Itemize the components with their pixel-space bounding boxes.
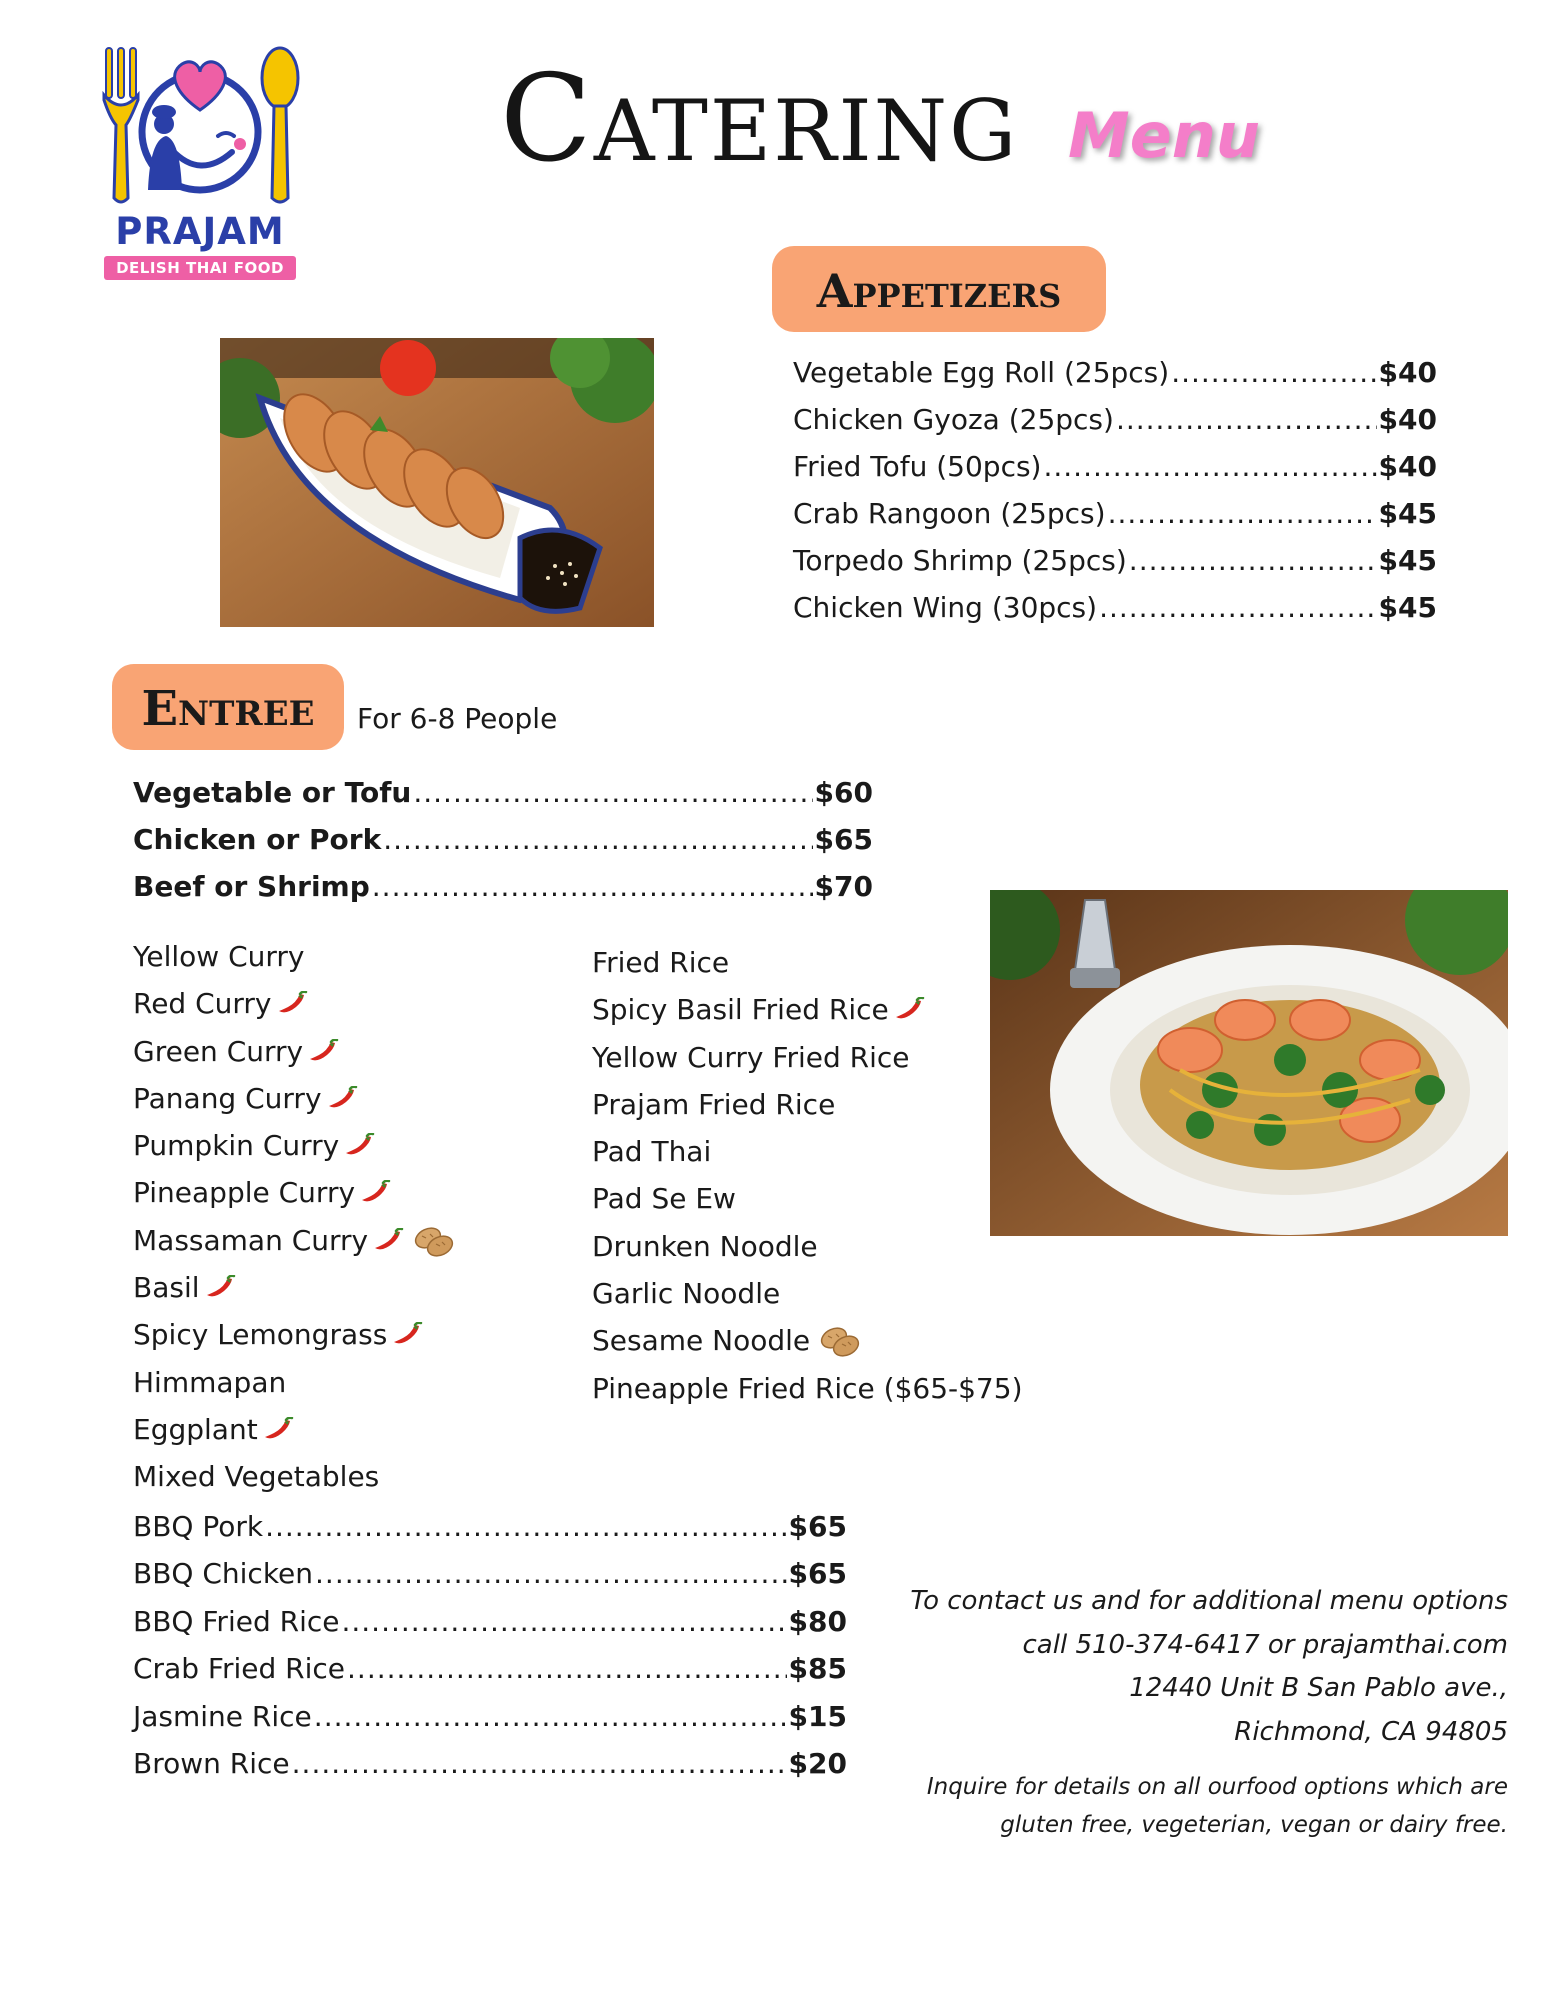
item-name: Pad Thai xyxy=(592,1135,712,1169)
chili-icon xyxy=(391,1322,423,1348)
list-item xyxy=(133,987,456,1034)
dot-leader xyxy=(372,870,813,903)
entree-header: Entree xyxy=(112,664,344,750)
list-item xyxy=(793,403,1437,450)
list-item xyxy=(133,870,873,917)
item-name: Pumpkin Curry xyxy=(133,1129,340,1163)
gyoza-image-icon xyxy=(220,338,654,627)
item-name: Spicy Basil Fried Rice xyxy=(592,993,889,1027)
item-name: Vegetable or Tofu xyxy=(133,776,412,809)
contact-line: call 510-374-6417 or prajamthai.com xyxy=(1022,1629,1508,1660)
brand-name: PRAJAM xyxy=(115,210,285,253)
list-item xyxy=(133,1082,456,1129)
dietary-note xyxy=(808,1768,1508,1844)
dot-leader xyxy=(1099,591,1376,624)
dot-leader xyxy=(265,1510,786,1543)
chili-icon xyxy=(204,1275,236,1301)
chili-icon xyxy=(343,1133,375,1159)
item-name: Chicken or Pork xyxy=(133,823,382,856)
list-item xyxy=(592,1324,1023,1371)
list-item xyxy=(592,1277,1023,1324)
chili-icon xyxy=(276,991,308,1017)
note-line: Inquire for details on all ourfood options which are xyxy=(926,1774,1508,1800)
item-name: Pineapple Fried Rice ($65-$75) xyxy=(592,1371,1023,1405)
list-item xyxy=(133,1366,456,1413)
list-item xyxy=(133,823,873,870)
noodle-image-icon xyxy=(990,890,1508,1236)
dot-leader xyxy=(1116,403,1377,436)
list-item xyxy=(133,1224,456,1271)
appetizer-list xyxy=(793,356,1437,638)
item-price: $70 xyxy=(814,870,873,903)
dot-leader xyxy=(413,776,812,809)
list-item xyxy=(133,1460,456,1507)
item-price: $45 xyxy=(1378,497,1437,530)
chili-icon xyxy=(326,1086,358,1112)
page-title-accent: Menu xyxy=(1068,99,1261,172)
item-name: Basil xyxy=(133,1271,200,1305)
list-item xyxy=(592,946,1023,993)
prajam-logo xyxy=(100,40,310,285)
item-name: BBQ Fried Rice xyxy=(133,1604,340,1638)
contact-line: 12440 Unit B San Pablo ave., xyxy=(1129,1673,1508,1703)
item-price: $60 xyxy=(814,776,873,809)
list-item xyxy=(133,940,456,987)
chili-icon xyxy=(262,1417,294,1443)
item-price: $45 xyxy=(1378,544,1437,577)
item-name: Panang Curry xyxy=(133,1081,322,1115)
rice-noodle-list xyxy=(592,946,1023,1419)
item-price: $80 xyxy=(788,1604,847,1638)
item-name: Fried Tofu (50pcs) xyxy=(793,450,1042,483)
item-name: Pineapple Curry xyxy=(133,1176,356,1210)
dot-leader xyxy=(1108,497,1377,530)
item-name: Yellow Curry Fried Rice xyxy=(592,1040,910,1074)
chili-icon xyxy=(372,1228,404,1254)
list-item xyxy=(592,1230,1023,1277)
brand-tagline: DELISH THAI FOOD xyxy=(104,256,296,280)
plate-fork-spoon-icon xyxy=(100,40,300,210)
item-name: Drunken Noodle xyxy=(592,1229,818,1263)
list-item xyxy=(133,1652,847,1699)
list-item xyxy=(793,497,1437,544)
item-name: Pad Se Ew xyxy=(592,1182,736,1216)
list-item xyxy=(133,1747,847,1794)
item-name: Beef or Shrimp xyxy=(133,870,370,903)
list-item xyxy=(592,1372,1023,1419)
gyoza-photo xyxy=(220,338,654,627)
list-item xyxy=(592,1041,1023,1088)
item-price: $85 xyxy=(788,1652,847,1686)
item-price: $65 xyxy=(788,1510,847,1543)
item-name: Crab Rangoon (25pcs) xyxy=(793,497,1106,530)
list-item xyxy=(133,1176,456,1223)
list-item xyxy=(592,1088,1023,1135)
list-item xyxy=(133,1700,847,1747)
dot-leader xyxy=(292,1747,787,1780)
dot-leader xyxy=(383,823,812,856)
item-name: Fried Rice xyxy=(592,946,730,979)
chili-icon xyxy=(307,1039,339,1065)
item-name: BBQ Pork xyxy=(133,1510,264,1543)
contact-line: Richmond, CA 94805 xyxy=(1234,1716,1508,1747)
list-item xyxy=(793,356,1437,403)
item-price: $40 xyxy=(1378,403,1437,436)
extras-price-list xyxy=(133,1510,847,1794)
contact-info xyxy=(808,1580,1508,1754)
item-name: Prajam Fried Rice xyxy=(592,1087,836,1121)
item-name: Himmapan xyxy=(133,1365,287,1399)
list-item xyxy=(133,1318,456,1365)
item-name: Crab Fried Rice xyxy=(133,1652,346,1686)
list-item xyxy=(133,1510,847,1557)
item-name: Eggplant xyxy=(133,1412,258,1446)
dot-leader xyxy=(1043,450,1376,483)
appetizers-header: Appetizers xyxy=(772,246,1106,332)
chili-icon xyxy=(359,1180,391,1206)
list-item xyxy=(133,1129,456,1176)
item-price: $65 xyxy=(814,823,873,856)
list-item xyxy=(592,1135,1023,1182)
list-item xyxy=(133,1035,456,1082)
dot-leader xyxy=(347,1652,787,1685)
dot-leader xyxy=(1171,356,1376,389)
list-item xyxy=(793,544,1437,591)
item-name: Jasmine Rice xyxy=(133,1699,312,1733)
item-name: Yellow Curry xyxy=(133,940,305,973)
item-name: Massaman Curry xyxy=(133,1223,369,1257)
item-name: BBQ Chicken xyxy=(133,1557,314,1591)
entree-subtitle: For 6-8 People xyxy=(357,702,558,735)
dot-leader xyxy=(314,1700,787,1733)
item-price: $45 xyxy=(1378,591,1437,624)
item-price: $40 xyxy=(1378,450,1437,483)
item-name: Mixed Vegetables xyxy=(133,1460,380,1494)
list-item xyxy=(133,1271,456,1318)
item-price: $65 xyxy=(788,1557,847,1591)
item-price: $40 xyxy=(1378,356,1437,389)
list-item xyxy=(592,993,1023,1040)
item-name: Vegetable Egg Roll (25pcs) xyxy=(793,356,1170,389)
item-name: Chicken Gyoza (25pcs) xyxy=(793,403,1114,436)
item-name: Torpedo Shrimp (25pcs) xyxy=(793,544,1127,577)
protein-price-list xyxy=(133,776,873,917)
noodle-photo xyxy=(990,890,1508,1236)
contact-line: To contact us and for additional menu options xyxy=(910,1586,1508,1616)
item-price: $15 xyxy=(788,1699,847,1733)
page-title: Catering xyxy=(500,50,1019,189)
list-item xyxy=(133,776,873,823)
item-name: Garlic Noodle xyxy=(592,1277,781,1311)
list-item xyxy=(793,591,1437,638)
curry-list xyxy=(133,940,456,1508)
item-price: $20 xyxy=(788,1746,847,1780)
peanut-icon xyxy=(412,1224,456,1258)
item-name: Green Curry xyxy=(133,1034,304,1068)
peanut-icon xyxy=(818,1324,862,1358)
note-line: gluten free, vegeterian, vegan or dairy free. xyxy=(1000,1812,1508,1838)
item-name: Spicy Lemongrass xyxy=(133,1318,388,1352)
list-item xyxy=(592,1182,1023,1229)
list-item xyxy=(793,450,1437,497)
item-name: Red Curry xyxy=(133,987,272,1021)
dot-leader xyxy=(1129,544,1377,577)
list-item xyxy=(133,1605,847,1652)
chili-icon xyxy=(893,997,925,1023)
dot-leader xyxy=(341,1605,786,1638)
item-name: Sesame Noodle xyxy=(592,1324,811,1358)
item-name: Chicken Wing (30pcs) xyxy=(793,591,1098,624)
item-name: Brown Rice xyxy=(133,1746,290,1780)
list-item xyxy=(133,1557,847,1604)
dot-leader xyxy=(315,1557,787,1590)
list-item xyxy=(133,1413,456,1460)
